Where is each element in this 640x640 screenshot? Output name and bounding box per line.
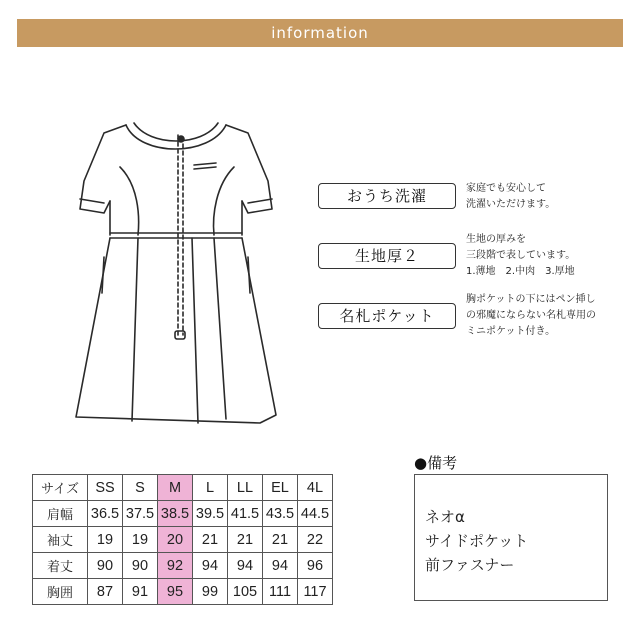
table-cell: 44.5 [298, 501, 333, 527]
row-label: 胸囲 [33, 579, 88, 605]
table-cell: 43.5 [263, 501, 298, 527]
table-cell: 87 [88, 579, 123, 605]
table-cell: 41.5 [228, 501, 263, 527]
size-header-cell: 4L [298, 475, 333, 501]
table-cell-highlighted: 38.5 [158, 501, 193, 527]
feature-name-tag-pocket-description: 胸ポケットの下にはペン挿し の邪魔にならない名札専用の ミニポケット付き。 [466, 294, 596, 337]
table-cell: 117 [298, 579, 333, 605]
table-row [33, 527, 333, 553]
size-chart-table [32, 474, 333, 605]
table-cell: 36.5 [88, 501, 123, 527]
size-header-cell: L [193, 475, 228, 501]
table-cell: 94 [228, 553, 263, 579]
table-cell: 90 [123, 553, 158, 579]
notes-title: ●備考 [414, 454, 458, 472]
row-label: 袖丈 [33, 527, 88, 553]
feature-home-wash-badge: おうち洗濯 [318, 183, 456, 209]
table-cell: 22 [298, 527, 333, 553]
table-cell: 19 [123, 527, 158, 553]
feature-home-wash-description: 家庭でも安心して 洗濯いただけます。 [466, 183, 556, 210]
size-header-row [33, 475, 333, 501]
size-header-cell: LL [228, 475, 263, 501]
dress-illustration-icon [60, 105, 300, 435]
table-cell: 21 [263, 527, 298, 553]
size-header-label: サイズ [33, 475, 88, 501]
table-cell: 94 [263, 553, 298, 579]
row-label: 肩幅 [33, 501, 88, 527]
table-row [33, 579, 333, 605]
notes-box [414, 474, 608, 601]
row-label: 着丈 [33, 553, 88, 579]
note-item: ネオα [425, 508, 465, 526]
table-row [33, 501, 333, 527]
note-item: 前ファスナー [425, 556, 515, 574]
table-cell: 111 [263, 579, 298, 605]
feature-fabric-thickness-description: 生地の厚みを 三段階で表しています。 1.薄地 2.中肉 3.厚地 [466, 234, 576, 277]
table-cell: 99 [193, 579, 228, 605]
table-cell: 91 [123, 579, 158, 605]
table-cell: 37.5 [123, 501, 158, 527]
table-cell: 19 [88, 527, 123, 553]
note-item: サイドポケット [425, 532, 529, 550]
size-header-cell: EL [263, 475, 298, 501]
size-header-cell: SS [88, 475, 123, 501]
table-row [33, 553, 333, 579]
size-header-cell-highlighted: M [158, 475, 193, 501]
table-cell: 39.5 [193, 501, 228, 527]
feature-name-tag-pocket-badge: 名札ポケット [318, 303, 456, 329]
table-cell-highlighted: 92 [158, 553, 193, 579]
table-cell: 96 [298, 553, 333, 579]
feature-fabric-thickness-badge: 生地厚２ [318, 243, 456, 269]
table-cell: 94 [193, 553, 228, 579]
table-cell-highlighted: 95 [158, 579, 193, 605]
table-cell: 21 [228, 527, 263, 553]
table-cell: 105 [228, 579, 263, 605]
table-cell: 21 [193, 527, 228, 553]
information-banner: information [17, 19, 623, 47]
size-header-cell: S [123, 475, 158, 501]
table-cell: 90 [88, 553, 123, 579]
table-cell-highlighted: 20 [158, 527, 193, 553]
